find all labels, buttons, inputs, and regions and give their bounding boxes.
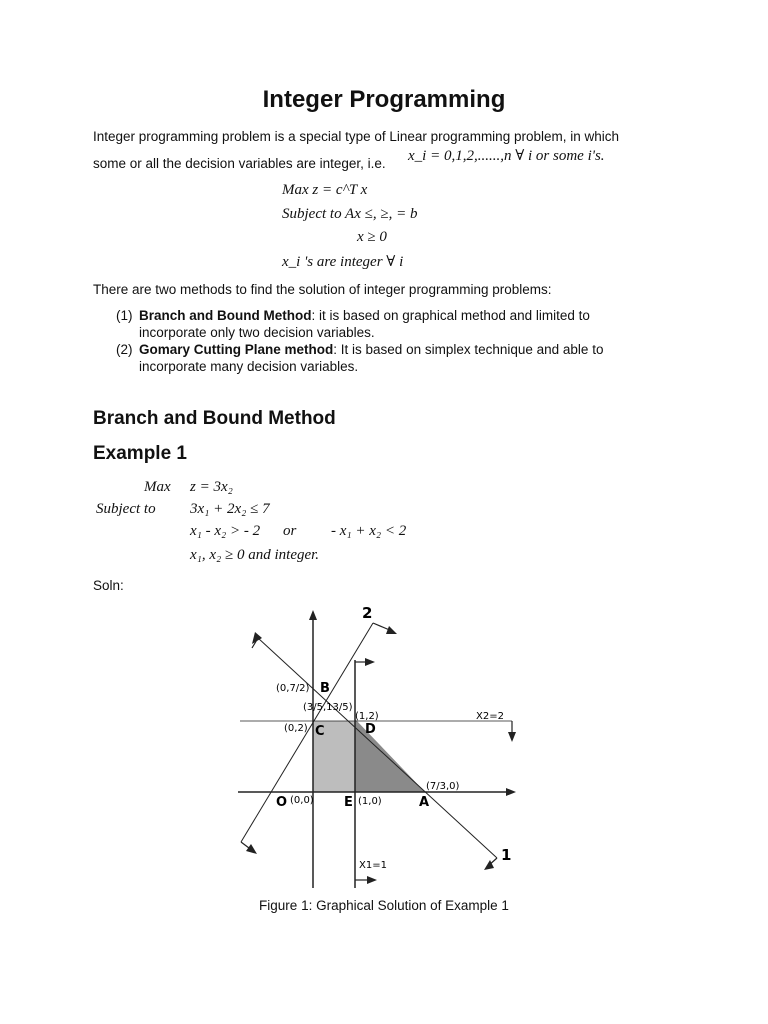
method-number: (2): [116, 342, 133, 357]
example-constraint-2b: - x₁ + x₂ < 2: [331, 523, 407, 539]
constraint-1-arrow-icon: [252, 632, 262, 644]
method-name: Branch and Bound Method: [139, 308, 312, 323]
x-axis-arrow-icon: [506, 788, 516, 796]
point-b-label: B: [320, 681, 330, 696]
formulation-integer: x_i 's are integer ∀ i: [282, 254, 404, 270]
point-a-label: A: [419, 795, 430, 810]
example-constraint-2a: x₁ - x₂ > - 2: [190, 523, 261, 539]
point-02-label: (0,2): [284, 723, 308, 734]
intro-line-1: Integer programming problem is a special type of Linear programming problem, in which: [93, 129, 619, 144]
example-constraint-1: 3x₁ + 2x₂ ≤ 7: [190, 501, 270, 517]
line-1-label: 1: [501, 846, 512, 864]
line-2-label: 2: [362, 604, 373, 622]
y-axis-arrow-icon: [309, 610, 317, 620]
point-o-label: O: [276, 795, 288, 810]
example-objective: z = 3x₂: [190, 479, 233, 495]
method-desc: : It is based on simplex technique and able to: [333, 342, 604, 357]
point-73-0-label: (7/3,0): [426, 781, 460, 792]
page-title: Integer Programming: [262, 86, 506, 113]
point-e-label: E: [344, 795, 353, 810]
formulation-objective: Max z = c^T x: [282, 182, 368, 198]
formulation-subject-to: Subject to Ax ≤, ≥, = b: [282, 206, 418, 222]
point-10-label: (1,0): [358, 796, 382, 807]
method-desc: : it is based on graphical method and limited to: [311, 308, 590, 323]
section-heading: Branch and Bound Method: [93, 408, 336, 429]
example-max-label: Max: [144, 479, 171, 495]
example-subject-label: Subject to: [96, 501, 156, 517]
x1-arrow-up-icon: [365, 658, 375, 666]
point-35-135-label: (3/5,13/5): [303, 702, 353, 713]
point-d-label: D: [365, 722, 376, 737]
x1-eq-1-label: X1=1: [359, 860, 387, 871]
methods-intro: There are two methods to find the solution of integer programming problems:: [93, 282, 552, 297]
point-12-label: (1,2): [355, 711, 379, 722]
example-or: or: [283, 523, 297, 539]
x2-eq-2-label: X2=2: [476, 711, 504, 722]
x2-arrow-icon: [508, 732, 516, 742]
point-c-label: C: [315, 724, 325, 739]
method-desc-cont: incorporate only two decision variables.: [139, 325, 375, 340]
constraint-line-1: [258, 638, 497, 858]
figure-caption: Figure 1: Graphical Solution of Example 1: [259, 898, 509, 913]
formulation-nonneg: x ≥ 0: [357, 229, 387, 245]
example-heading: Example 1: [93, 443, 187, 464]
method-number: (1): [116, 308, 133, 323]
constraint-2-arrow-icon: [386, 626, 397, 634]
x1-arrow-down-icon: [367, 876, 377, 884]
example-constraint-3: x₁, x₂ ≥ 0 and integer.: [190, 547, 320, 563]
soln-label: Soln:: [93, 578, 124, 593]
intro-line-2: some or all the decision variables are integer, i.e.: [93, 156, 386, 171]
intro-condition: x_i = 0,1,2,......,n ∀ i or some i's.: [408, 148, 605, 164]
point-07-2-label: (0,7/2): [276, 683, 310, 694]
method-desc-cont: incorporate many decision variables.: [139, 359, 359, 374]
method-name: Gomary Cutting Plane method: [139, 342, 334, 357]
point-00-label: (0,0): [290, 795, 314, 806]
